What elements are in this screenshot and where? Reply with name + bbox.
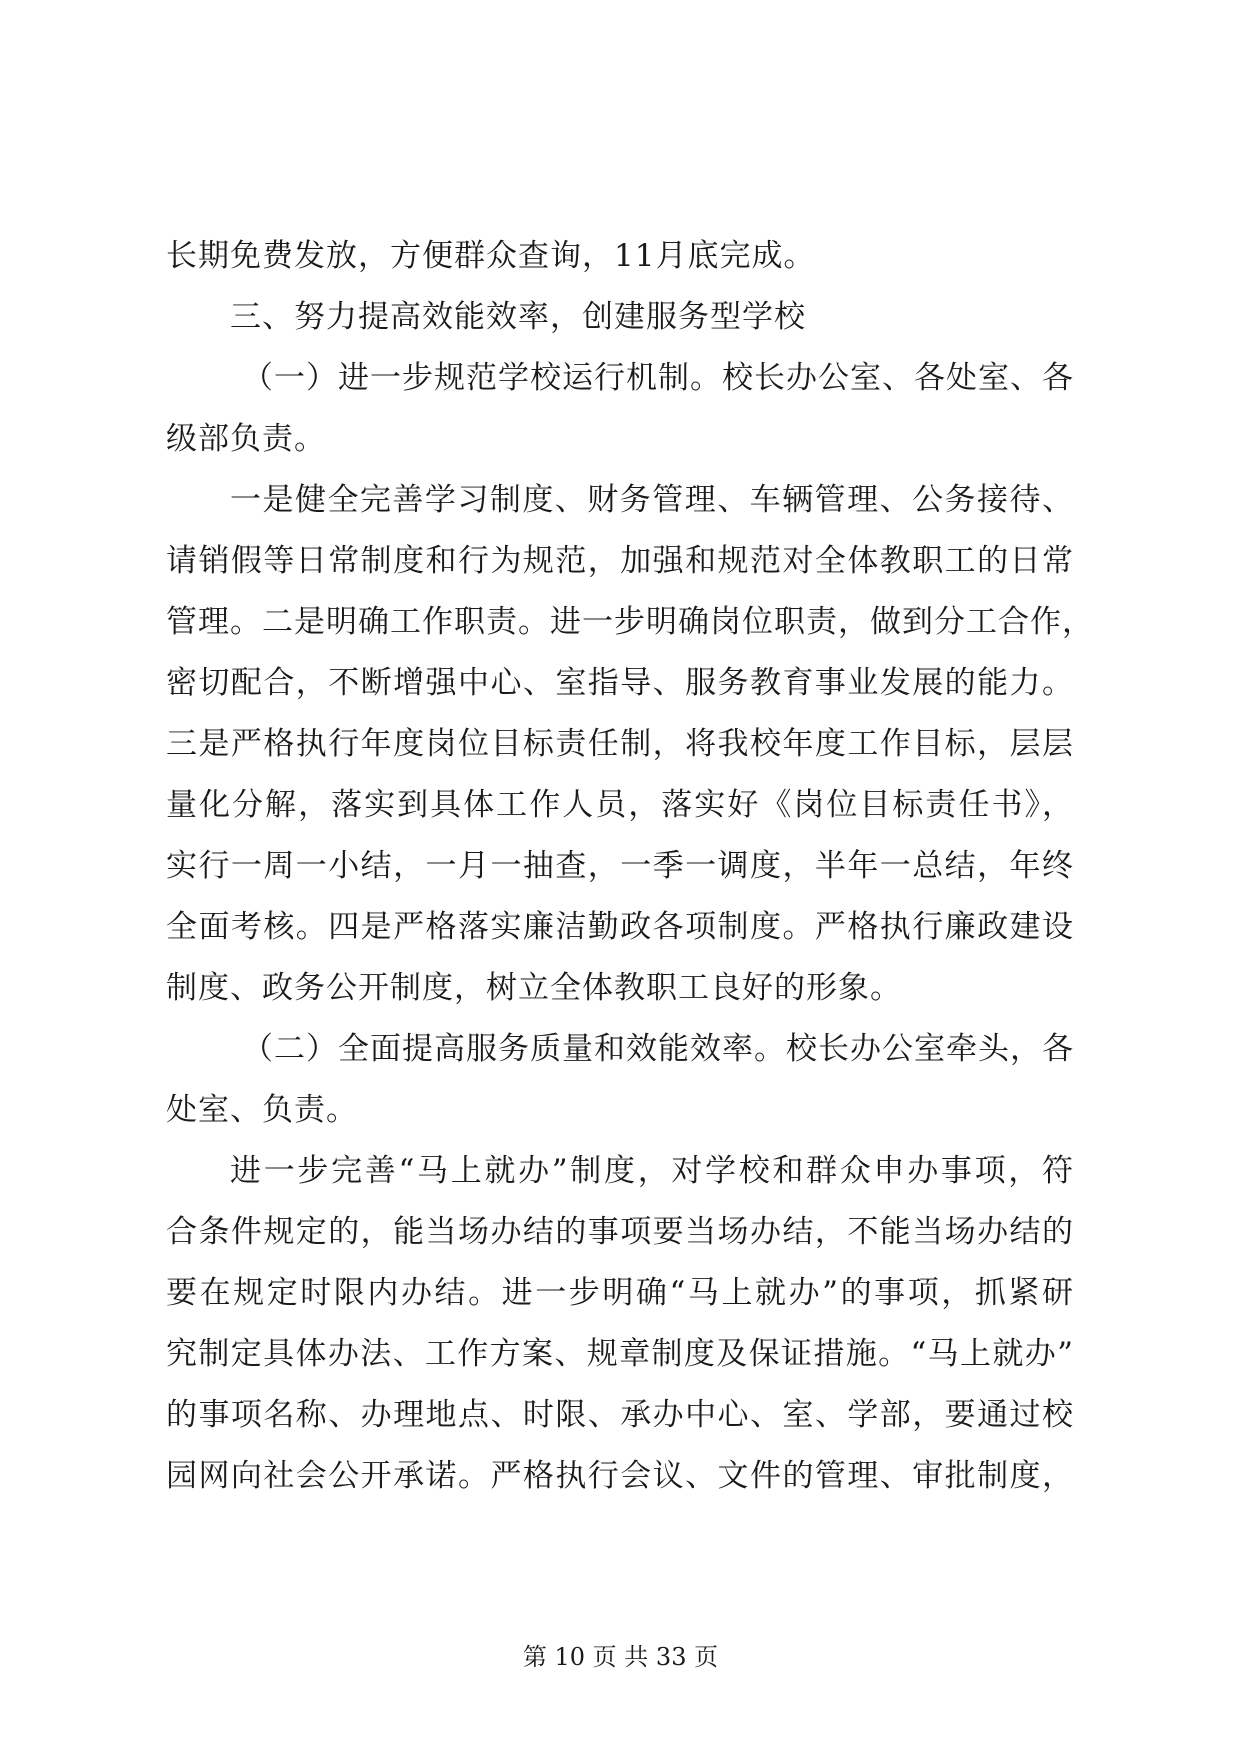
text-line: 密切配合，不断增强中心、室指导、服务教育事业发展的能力。 [166, 665, 1074, 701]
text-line: 管理。二是明确工作职责。进一步明确岗位职责，做到分工合作， [166, 604, 1094, 640]
text-line: 一是健全完善学习制度、财务管理、车辆管理、公务接待、 [230, 482, 1074, 518]
text-line: 进一步完善“马上就办”制度，对学校和群众申办事项，符 [230, 1153, 1074, 1189]
text-line: （一）进一步规范学校运行机制。校长办公室、各处室、各 [242, 360, 1074, 396]
page-number-footer: 第 10 页 共 33 页 [522, 1643, 719, 1671]
text-line: 合条件规定的，能当场办结的事项要当场办结，不能当场办结的 [166, 1214, 1074, 1250]
text-line: 长期免费发放，方便群众查询，11月底完成。 [166, 238, 816, 274]
text-line: 处室、负责。 [166, 1092, 358, 1128]
text-line: 的事项名称、办理地点、时限、承办中心、室、学部，要通过校 [166, 1397, 1074, 1433]
text-line: 要在规定时限内办结。进一步明确“马上就办”的事项，抓紧研 [166, 1275, 1074, 1311]
text-line: 制度、政务公开制度，树立全体教职工良好的形象。 [166, 970, 902, 1006]
text-line: 全面考核。四是严格落实廉洁勤政各项制度。严格执行廉政建设 [166, 909, 1074, 945]
text-line: 实行一周一小结，一月一抽查，一季一调度，半年一总结，年终 [166, 848, 1074, 884]
body-text [166, 226, 1094, 1507]
text-line: 园网向社会公开承诺。严格执行会议、文件的管理、审批制度， [166, 1458, 1074, 1494]
text-line: 究制定具体办法、工作方案、规章制度及保证措施。“马上就办” [166, 1336, 1074, 1372]
text-line: 级部负责。 [166, 421, 326, 457]
text-line: 三是严格执行年度岗位目标责任制，将我校年度工作目标，层层 [166, 726, 1074, 762]
text-line: 请销假等日常制度和行为规范，加强和规范对全体教职工的日常 [166, 543, 1074, 579]
text-line: 量化分解，落实到具体工作人员，落实好《岗位目标责任书》， [166, 787, 1074, 823]
text-line: （二）全面提高服务质量和效能效率。校长办公室牵头，各 [242, 1031, 1074, 1067]
text-line: 三、努力提高效能效率，创建服务型学校 [230, 299, 806, 335]
